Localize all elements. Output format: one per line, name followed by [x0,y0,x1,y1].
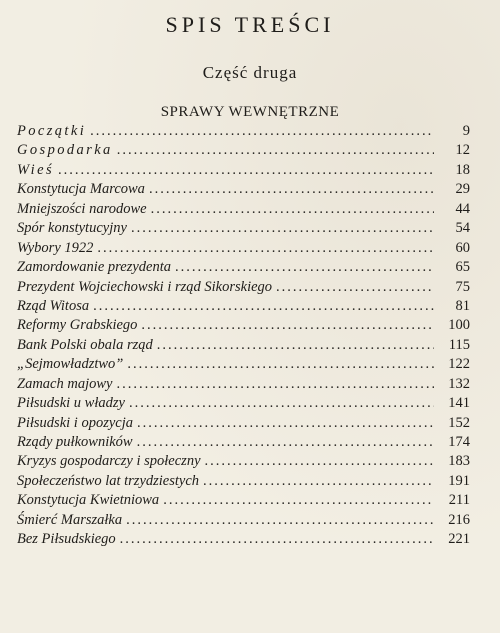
toc-entry [17,317,470,336]
toc-entry-title: Zamordowanie prezydenta [17,259,171,276]
toc-entry-title: Konstytucja Kwietniowa [17,492,160,509]
dot-leader [117,142,434,159]
toc-entry-title: Gospodarka [17,142,113,159]
toc-entry-title: Bez Piłsudskiego [17,531,116,548]
toc-entry-title: Piłsudski i opozycja [17,414,133,431]
toc-entry [17,453,470,472]
toc-entry [17,220,470,239]
dot-leader [137,434,434,451]
toc-entry-title: Początki [17,123,87,139]
dot-leader [203,473,434,490]
dot-leader [127,356,434,373]
dot-leader [58,162,434,179]
dot-leader [151,201,434,218]
toc-entry [17,492,470,511]
toc-entry [17,279,470,298]
toc-entry-page-number: 65 [455,259,470,276]
toc-entry [17,201,470,220]
dot-leader [175,259,434,276]
toc-entry [17,473,470,492]
dot-leader [205,453,434,470]
toc-entry-title: Reformy Grabskiego [17,317,138,334]
dot-leader [276,279,434,296]
toc-entry [17,434,470,453]
toc-entry [17,298,470,317]
dot-leader [97,240,434,257]
toc-entry [17,123,470,142]
toc-entry-page-number: 132 [448,375,470,392]
toc-entry-title: Społeczeństwo lat trzydziestych [17,472,200,489]
toc-entry-title: Rządy pułkowników [17,434,133,450]
dot-leader [141,317,434,334]
toc-entry-title: Bank Polski obala rząd [17,336,153,353]
toc-entry-page-number: 115 [448,336,470,353]
toc-entry-title: Spór konstytucyjny [17,220,127,237]
toc-entry [17,240,470,259]
toc-entry-page-number: 9 [462,123,470,139]
toc-entry [17,356,470,375]
toc-entry-page-number: 29 [455,181,470,198]
toc-entry-title: Śmierć Marszałka [17,511,123,528]
dot-leader [126,512,434,529]
toc-entry-title: Prezydent Wojciechowski i rząd Sikorskiego [17,278,273,295]
toc-entry [17,181,470,200]
toc-entry [17,376,470,395]
page-title: SPIS TREŚCI [165,12,335,37]
toc-entry [17,531,470,550]
toc-entry [17,142,470,161]
dot-leader [163,492,434,509]
part-heading: Część druga [202,63,298,82]
toc-entry-page-number: 44 [455,200,470,217]
toc-entry-title: Mniejszości narodowe [17,200,147,217]
toc-entry-page-number: 100 [448,317,470,334]
dot-leader [149,181,434,198]
section-heading: SPRAWY WEWNĘTRZNE [160,104,340,120]
dot-leader [90,123,434,140]
toc-entry-page-number: 18 [455,161,470,178]
dot-leader [129,395,434,412]
dot-leader [131,220,434,237]
toc-entry-title: Kryzys gospodarczy i społeczny [17,453,201,470]
toc-entry-page-number: 174 [448,434,470,450]
table-of-contents [17,123,470,551]
toc-entry-page-number: 81 [455,297,470,314]
toc-entry [17,395,470,414]
toc-entry-title: Rząd Witosa [17,297,90,314]
toc-entry [17,337,470,356]
toc-entry-page-number: 211 [448,492,470,509]
dot-leader [93,298,434,315]
toc-entry-page-number: 191 [448,472,470,489]
toc-entry-page-number: 216 [448,511,470,528]
toc-entry-page-number: 12 [455,142,470,159]
toc-entry [17,415,470,434]
toc-entry-page-number: 54 [455,220,470,237]
toc-entry-page-number: 183 [448,453,470,470]
toc-entry-page-number: 152 [448,414,470,431]
toc-entry-page-number: 141 [448,395,470,412]
toc-entry-page-number: 122 [448,356,470,373]
toc-entry-page-number: 60 [455,239,470,256]
dot-leader [120,531,434,548]
toc-entry-page-number: 75 [455,278,470,295]
dot-leader [116,376,434,393]
toc-entry-title: Zamach majowy [17,375,113,392]
toc-entry [17,259,470,278]
toc-entry [17,512,470,531]
toc-entry-title: Wybory 1922 [17,239,94,256]
toc-entry-title: „Sejmowładztwo” [17,356,124,373]
toc-entry-title: Wieś [17,161,54,178]
toc-entry-page-number: 221 [448,531,470,548]
toc-entry-title: Piłsudski u władzy [17,395,125,412]
toc-entry [17,162,470,181]
dot-leader [137,415,434,432]
dot-leader [157,337,434,354]
toc-entry-title: Konstytucja Marcowa [17,181,145,198]
